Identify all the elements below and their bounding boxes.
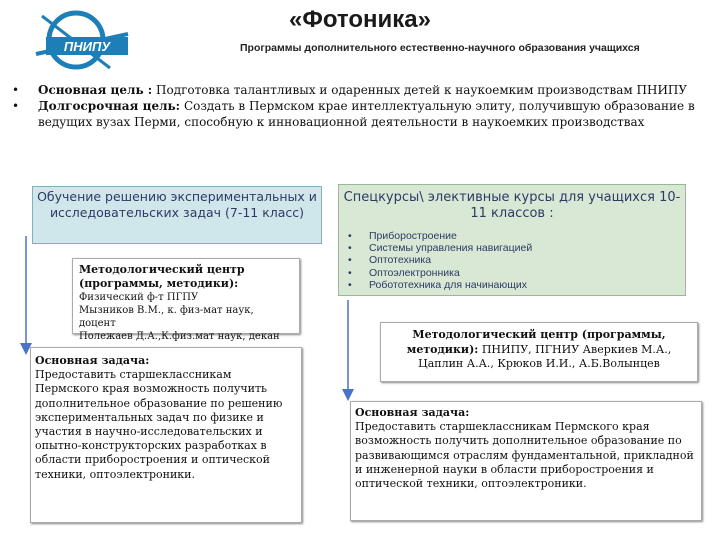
course-item-label: Оптотехника	[369, 254, 432, 267]
bullet-icon: •	[348, 242, 352, 255]
logo-text: ПНИПУ	[63, 39, 111, 54]
course-item	[339, 254, 685, 266]
right-courses-title: Спецкурсы\ элективные курсы для учащихся 10-11 классов :	[343, 190, 681, 221]
right-task-title: Основная задача:	[355, 406, 470, 419]
course-list	[339, 230, 685, 291]
right-task-box	[350, 401, 702, 521]
left-method-center-line: Физический ф-т ПГПУ	[79, 292, 199, 303]
right-task-text: Предоставить старшеклассникам Пермского края возможность получить дополнительное образование по развивающимся отраслям фундаментальной, прикладной и инженерной науки в области приборостроения и оптической техники, оптоэлектроники.	[355, 420, 694, 491]
course-item-label: Системы управления навигацией	[369, 242, 533, 255]
left-method-center-title: Методологический центр (программы, методики):	[79, 263, 245, 290]
bullet-icon: •	[12, 99, 20, 113]
left-task-box	[30, 347, 302, 523]
right-method-center-box	[380, 322, 698, 382]
left-program-title: Обучение решению экспериментальных и исследовательских задач (7-11 класс)	[37, 189, 317, 220]
right-method-center-label: Методологический центр (программы, методики):	[406, 328, 666, 356]
right-courses-box	[338, 184, 686, 296]
left-method-center-line: Полежаев Д.А.,К.физ.мат наук, декан	[79, 331, 280, 342]
bullet-icon: •	[348, 254, 352, 267]
bullet-icon: •	[12, 83, 20, 97]
page-subtitle: Программы дополнительного естественно-научного образования учащихся	[240, 42, 640, 54]
bullet-icon: •	[348, 230, 352, 242]
course-item	[339, 242, 685, 254]
course-item	[339, 279, 685, 291]
left-task-title: Основная задача:	[35, 354, 150, 367]
goal-longterm-text: Создать в Пермском крае интеллектуальную элиту, получившую образование в ведущих вузах Перми, способную к инновационной деятельности в наукоемких производствах	[38, 99, 695, 129]
left-task-text: Предоставить старшеклассникам Пермского края возможность получить дополнительное образование по решению экспериментальных задач по физике и участия в научно-исследовательских и опытно-конструкторских разработках в области приборостроения и оптической техники, оптоэлектроники.	[35, 368, 283, 481]
goal-main-text: Подготовка талантливых и одаренных детей к наукоемким производствам ПНИПУ	[156, 83, 688, 97]
goal-longterm-label: Долгосрочная цель:	[38, 99, 181, 113]
bullet-icon: •	[348, 266, 352, 279]
course-item-label: Робототехника для начинающих	[369, 278, 527, 291]
left-method-center-line: Мызников В.М., к. физ-мат наук, доцент	[79, 305, 254, 329]
bullet-icon: •	[348, 278, 352, 291]
course-item	[339, 230, 685, 242]
goal-main-label: Основная цель :	[38, 83, 153, 97]
page-title: «Фотоника»	[289, 6, 431, 33]
right-method-center-text: ПНИПУ, ПГНИУ Аверкиев М.А., Цаплин А.А., Крюков И.И., А.Б.Волынцев	[418, 342, 672, 370]
left-method-center-box	[72, 258, 300, 342]
course-item-label: Оптоэлектронника	[369, 266, 460, 279]
course-item-label: Приборостроение	[369, 230, 457, 242]
course-item	[339, 267, 685, 279]
left-program-box	[32, 186, 322, 244]
